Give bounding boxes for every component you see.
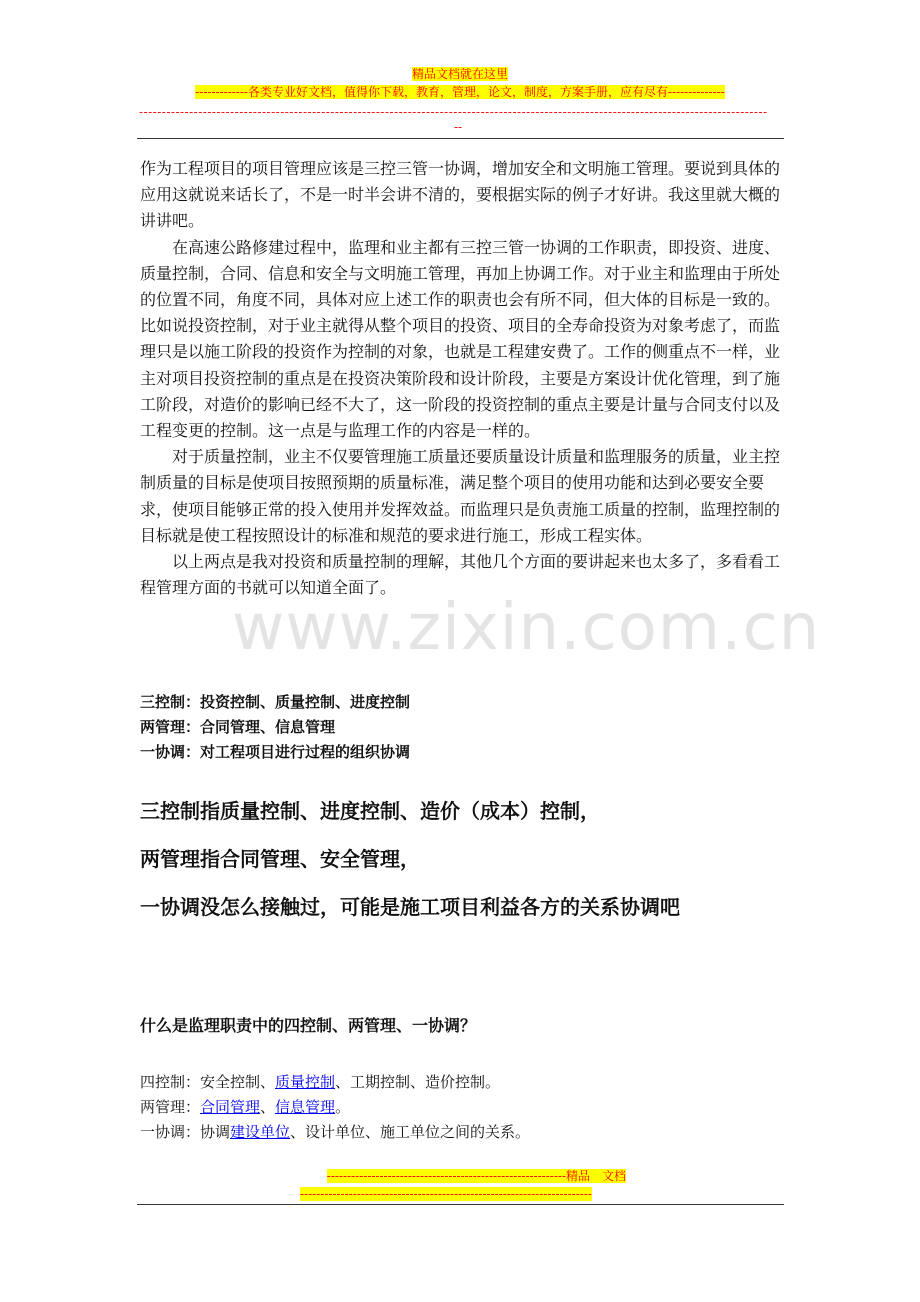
footer-divider (137, 1204, 784, 1205)
link-information-management[interactable]: 信息管理 (275, 1098, 336, 1116)
answer-four-controls (140, 1070, 530, 1095)
header-subtitle-text: -------------各类专业好文档，值得你下载，教育，管理，论文，制度，方案手册，应有尽有-------------- (195, 85, 725, 99)
paragraph-4: 以上两点是我对投资和质量控制的理解，其他几个方面的要讲起来也太多了，多看看工程管理方面的书就可以知道全面了。 (140, 552, 781, 598)
header-title-text: 精品文档就在这里 (411, 67, 508, 81)
header-divider (137, 138, 784, 139)
footer-line-2 (300, 1186, 620, 1202)
header-dash-line: ------------------------------------------------------------------------------------------------------------------------------------------ (139, 105, 768, 119)
paragraph-2: 在高速公路修建过程中，监理和业主都有三控三管一协调的工作职责，即投资、进度、质量控制，合同、信息和安全与文明施工管理，再加上协调工作。对于业主和监理由于所处的位置不同，角度不同，具体对应上述工作的职责也会有所不同，但大体的目标是一致的。比如说投资控制，对于业主就得从整个项目的投资、项目的全寿命投资为对象考虑了，而监理只是以施工阶段的投资作为控制的对象，也就是工程建安费了。工作的侧重点不一样，业主对项目投资控制的重点是在投资决策阶段和设计阶段，主要是方案设计优化管理，到了施工阶段，对造价的影响已经不大了，这一阶段的投资控制的重点主要是计量与合同支付以及工程变更的控制。这一点是与监理工作的内容是一样的。 (140, 237, 781, 441)
link-contract-management[interactable]: 合同管理 (200, 1098, 261, 1116)
answer-text: 、设计单位、施工单位之间的关系。 (290, 1123, 531, 1141)
paragraph-3: 对于质量控制，业主不仅要管理施工质量还要质量设计质量和监理服务的质量，业主控制质量的目标是使项目按照预期的质量标准，满足整个项目的使用功能和达到必要安全要求，使项目能够正常的投入使用并发挥效益。而监理只是负责施工质量的控制，监理控制的目标就是使工程按照设计的标准和规范的要求进行施工，形成工程实体。 (140, 447, 781, 545)
footer-line-1-text: -----------------------------------------------------------精品 文档 (326, 1169, 626, 1183)
header-dash-tail: -- (454, 120, 463, 134)
header-title (0, 66, 920, 82)
footer-line-1 (294, 1168, 626, 1184)
link-construction-unit[interactable]: 建设单位 (230, 1123, 291, 1141)
answer-text: 一协调：协调 (140, 1123, 231, 1141)
answer-text: 、工期控制、造价控制。 (335, 1073, 501, 1091)
summary-list (140, 690, 410, 765)
answer-text: 两管理： (140, 1098, 201, 1116)
body-text (140, 156, 786, 601)
big-statements (140, 796, 680, 940)
watermark: www.zixin.com.cn (232, 591, 821, 665)
big-statement-coordination: 一协调没怎么接触过，可能是施工项目利益各方的关系协调吧 (140, 895, 680, 919)
summary-one-coordination: 一协调：对工程项目进行过程的组织协调 (140, 743, 411, 761)
paragraph-1: 作为工程项目的项目管理应该是三控三管一协调，增加安全和文明施工管理。要说到具体的应用这就说来话长了，不是一时半会讲不清的，要根据实际的例子才好讲。我这里就大概的讲讲吧。 (140, 159, 781, 231)
answer-two-managements (140, 1095, 530, 1120)
question-heading: 什么是监理职责中的四控制、两管理、一协调？ (140, 1016, 477, 1035)
header-subtitle (0, 84, 920, 100)
summary-three-controls: 三控制：投资控制、质量控制、进度控制 (140, 693, 411, 711)
answer-separator: 、 (260, 1098, 276, 1116)
big-statement-managements: 两管理指合同管理、安全管理， (140, 847, 420, 871)
footer-line-2-text: ------------------------------------------------------------------------ (300, 1187, 592, 1201)
summary-two-managements: 两管理：合同管理、信息管理 (140, 718, 336, 736)
answer-list (140, 1070, 530, 1145)
big-statement-controls: 三控制指质量控制、进度控制、造价（成本）控制， (140, 799, 600, 823)
answer-text: 。 (335, 1098, 351, 1116)
answer-text: 四控制：安全控制、 (140, 1073, 276, 1091)
answer-one-coordination (140, 1120, 530, 1145)
link-quality-control[interactable]: 质量控制 (275, 1073, 336, 1091)
